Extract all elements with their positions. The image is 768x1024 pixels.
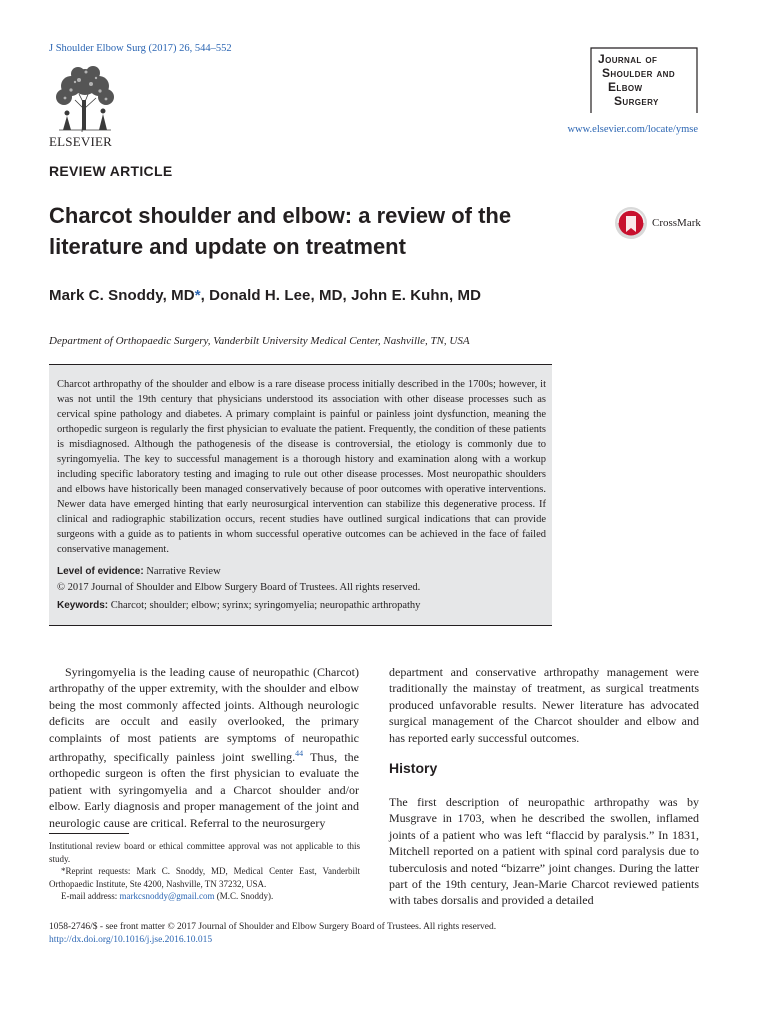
intro-continuation: department and conservative arthropathy management were traditionally the mainstay of treatment, as surgical treatments produced unfavorable results. Newer literature has advocated surgical management of the Charcot shoulder and elbow and has reported early successful outcomes.	[389, 665, 699, 745]
journal-logo-line-4: Surgery	[614, 94, 659, 108]
corresponding-author-marker[interactable]: *	[194, 287, 201, 304]
journal-url-link[interactable]: www.elsevier.com/locate/ymse	[567, 124, 698, 135]
crossmark-badge[interactable]	[614, 206, 701, 242]
keywords	[57, 598, 420, 613]
abstract-box	[49, 364, 552, 626]
footnote-reprint: *Reprint requests: Mark C. Snoddy, MD, Medical Center East, Vanderbilt Orthopaedic Institute, Ste 4200, Nashville, TN 37232, USA.	[49, 866, 360, 889]
footnote-divider	[49, 833, 129, 834]
keywords-label: Keywords:	[57, 600, 109, 611]
reference-link-44[interactable]: 44	[295, 749, 304, 759]
intro-text-a: Syringomyelia is the leading cause of neuropathic (Charcot) arthropathy of the upper extremity, with the shoulder and elbow being the most commonly affected joints. Although neurologic deficits are occult and easily overlooked, the primary complaints of most patients are symptoms of neuropathic arthropathy, specifically painless joint swelling.	[49, 665, 359, 765]
crossmark-label: CrossMark	[652, 217, 701, 229]
journal-logo	[590, 47, 698, 113]
author-email-link[interactable]: markcsnoddy@gmail.com	[119, 891, 215, 902]
level-of-evidence-value: Narrative Review	[146, 566, 221, 577]
journal-logo-line-1: Journal of	[598, 52, 658, 66]
author-list	[49, 287, 481, 304]
footnote-irb: Institutional review board or ethical committee approval was not applicable to this study.	[49, 841, 360, 864]
elsevier-tree-logo	[49, 64, 121, 134]
footnote-email-suffix: (M.C. Snoddy).	[214, 891, 274, 902]
abstract-copyright: © 2017 Journal of Shoulder and Elbow Surgery Board of Trustees. All rights reserved.	[57, 582, 421, 593]
level-of-evidence	[57, 564, 221, 579]
level-of-evidence-label: Level of evidence:	[57, 566, 144, 577]
intro-text-b: Thus, the orthopedic surgeon is often the first physician to evaluate the patient with syringomyelia and a Charcot shoulder and/or elbow. Early diagnosis and proper management of the joint and neurologic cause are critical. Referral to the neurosurgery	[49, 750, 359, 830]
body-column-right-top	[389, 664, 699, 746]
crossmark-icon	[614, 206, 648, 240]
author-primary: Mark C. Snoddy, MD	[49, 287, 195, 304]
author-affiliation: Department of Orthopaedic Surgery, Vanderbilt University Medical Center, Nashville, TN, USA	[49, 335, 470, 347]
article-title: Charcot shoulder and elbow: a review of the literature and update on treatment	[49, 203, 512, 259]
body-column-right-bottom	[389, 794, 699, 909]
issn-line: 1058-2746/$ - see front matter © 2017 Journal of Shoulder and Elbow Surgery Board of Trustees. All rights reserved.	[49, 922, 497, 932]
keywords-value: Charcot; shoulder; elbow; syrinx; syringomyelia; neuropathic arthropathy	[110, 600, 421, 611]
journal-citation[interactable]: J Shoulder Elbow Surg (2017) 26, 544–552	[49, 43, 232, 54]
abstract-text: Charcot arthropathy of the shoulder and elbow is a rare disease process initially described in the 1700s; however, it was not until the 19th century that physicians understood its association with other disease processes such as cervical spine pathology and diabetes. A primary complaint is painful or painless joint dysfunction, meaning the orthopedic surgeon is regularly the first physician to evaluate the patient. Frequently, the condition of these patients is misdiagnosed. Although the pathogenesis of the disease is controversial, the etiology is commonly due to syringomyelia. The key to successful management is a thorough history and examination along with a workup including specific laboratory testing and imaging to rule out other disease processes. Most neuropathic shoulders and elbows have historically been managed conservatively because of poor outcomes with operative interventions. Newer data have emerged hinting that early neurosurgical intervention can stabilize this degenerative process. If clinical and radiographic stabilization occurs, recent studies have outlined surgical indications that can provide surgeons with a guide as to patients in whom successful operative outcomes can be achieved in the face of failed conservative management.	[57, 379, 546, 555]
doi-link[interactable]: http://dx.doi.org/10.1016/j.jse.2016.10.015	[49, 935, 213, 945]
article-type-label: REVIEW ARTICLE	[49, 163, 173, 179]
footnotes	[49, 840, 360, 903]
history-paragraph: The first description of neuropathic arthropathy was by Musgrave in 1703, when he described the swollen, inflamed joints of a patient who was left “flaccid by paralysis.” In 1831, Mitchell reported on a patient with spinal cord paralysis due to tuberculosis and noted “bizarre” joint changes. During the latter part of the 19th century, Jean-Marie Charcot reviewed patients with tabes dorsalis and provided a detailed	[389, 795, 699, 908]
footnote-email	[49, 890, 360, 903]
section-heading-history: History	[389, 760, 438, 776]
intro-paragraph	[49, 664, 359, 831]
publisher-logo-text: ELSEVIER	[49, 134, 112, 149]
journal-logo-line-3: Elbow	[608, 80, 643, 94]
front-matter	[49, 921, 496, 947]
author-coauthors: , Donald H. Lee, MD, John E. Kuhn, MD	[200, 287, 482, 304]
body-column-left	[49, 664, 359, 831]
journal-logo-line-2: Shoulder and	[602, 66, 676, 80]
footnote-email-label: E-mail address:	[61, 891, 120, 902]
